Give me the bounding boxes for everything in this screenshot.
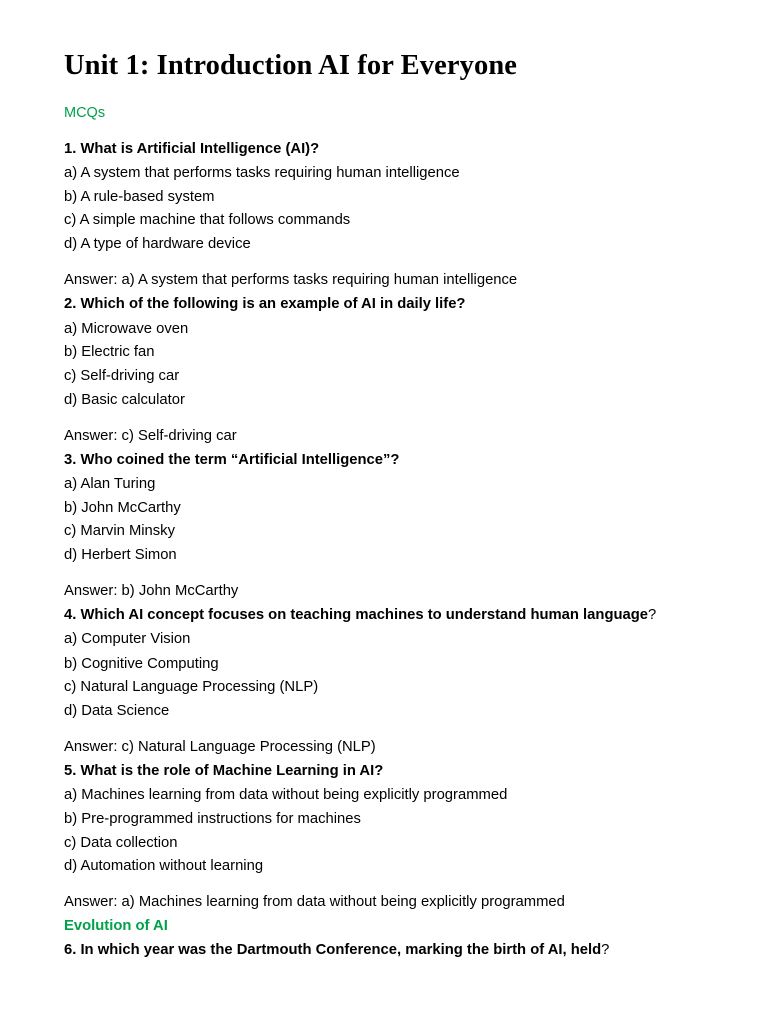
- question-1: 1. What is Artificial Intelligence (AI)?: [64, 141, 320, 157]
- question-5: 5. What is the role of Machine Learning in AI?: [64, 763, 384, 779]
- question-1-option-a: a) A system that performs tasks requiring human intelligence: [64, 165, 460, 181]
- question-4-text: 4. Which AI concept focuses on teaching machines to understand human language: [64, 607, 649, 623]
- section-heading-mcqs: MCQs: [64, 105, 106, 121]
- question-2-option-c: c) Self-driving car: [64, 368, 180, 384]
- question-5-option-c: c) Data collection: [64, 835, 178, 851]
- question-3-option-d: d) Herbert Simon: [64, 547, 177, 563]
- question-6: [64, 938, 609, 962]
- question-5-option-d: d) Automation without learning: [64, 858, 264, 874]
- question-3-option-c: c) Marvin Minsky: [64, 523, 175, 539]
- question-1-answer: Answer: a) A system that performs tasks requiring human intelligence: [64, 272, 518, 288]
- question-1-option-d: d) A type of hardware device: [64, 236, 251, 252]
- question-2-option-a: a) Microwave oven: [64, 321, 189, 337]
- question-2-answer: Answer: c) Self-driving car: [64, 428, 237, 444]
- question-3-option-b: b) John McCarthy: [64, 500, 181, 516]
- question-6-suffix: ?: [601, 942, 610, 958]
- question-4-option-d: d) Data Science: [64, 703, 170, 719]
- question-2-option-b: b) Electric fan: [64, 344, 155, 360]
- question-3-option-a: a) Alan Turing: [64, 476, 156, 492]
- question-4-suffix: ?: [648, 607, 657, 623]
- question-5-answer: Answer: a) Machines learning from data without being explicitly programmed: [64, 894, 565, 910]
- question-4: [64, 603, 656, 627]
- section-heading-evolution: Evolution of AI: [64, 918, 168, 934]
- question-3: 3. Who coined the term “Artificial Intelligence”?: [64, 452, 400, 468]
- question-1-option-b: b) A rule-based system: [64, 189, 215, 205]
- question-5-option-b: b) Pre-programmed instructions for machines: [64, 811, 361, 827]
- question-2-option-d: d) Basic calculator: [64, 392, 185, 408]
- question-4-option-b: b) Cognitive Computing: [64, 656, 219, 672]
- document-title: Unit 1: Introduction AI for Everyone: [64, 50, 518, 81]
- question-4-option-a: a) Computer Vision: [64, 631, 191, 647]
- question-5-option-a: a) Machines learning from data without being explicitly programmed: [64, 787, 508, 803]
- question-1-option-c: c) A simple machine that follows commands: [64, 212, 351, 228]
- question-4-option-c: c) Natural Language Processing (NLP): [64, 679, 319, 695]
- question-2: 2. Which of the following is an example of AI in daily life?: [64, 296, 466, 312]
- question-6-text: 6. In which year was the Dartmouth Conference, marking the birth of AI, held: [64, 942, 602, 958]
- question-4-answer: Answer: c) Natural Language Processing (NLP): [64, 739, 376, 755]
- question-3-answer: Answer: b) John McCarthy: [64, 583, 239, 599]
